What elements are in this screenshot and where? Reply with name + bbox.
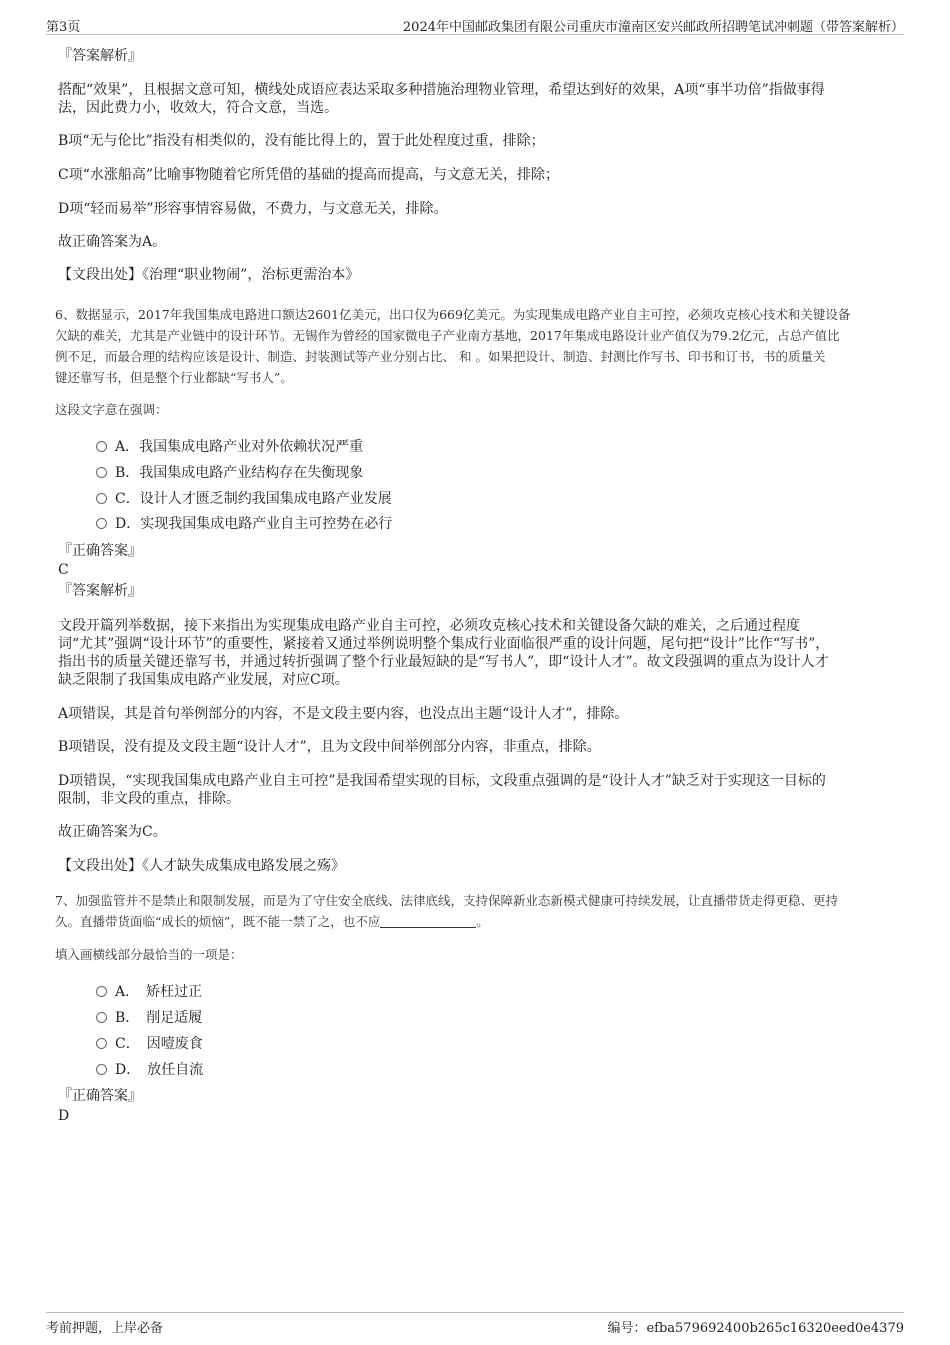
correct-answer-label: 『正确答案』 [58, 1088, 142, 1104]
page-header [46, 14, 904, 35]
analysis-paragraph: 限制，非文段的重点，排除。 [58, 791, 240, 807]
page-footer [46, 1312, 904, 1337]
question-text-part: 。 [476, 914, 489, 929]
analysis-paragraph: 文段开篇列举数据，接下来指出为实现集成电路产业自主可控，必须攻克核心技术和关键设备欠缺的难关，之后通过程度 [58, 618, 800, 634]
fill-blank [380, 915, 476, 928]
analysis-paragraph: B项错误，没有提及文段主题“设计人才”，且为文段中间举例部分内容，非重点，排除。 [58, 739, 601, 755]
radio-icon[interactable] [96, 467, 107, 478]
option-label: A． 矫枉过正 [115, 984, 203, 1000]
analysis-paragraph: D项“轻而易举”形容事情容易做，不费力，与文意无关，排除。 [58, 201, 448, 217]
question-text: 例不足，而最合理的结构应该是设计、制造、封装测试等产业分别占比、 和 。如果把设计、制造、封测比作写书、印书和订书，书的质量关 [55, 349, 826, 364]
question-text: 键还靠写书，但是整个行业都缺“写书人”。 [55, 370, 293, 385]
analysis-conclusion: 故正确答案为A。 [58, 234, 167, 250]
analysis-label: 『答案解析』 [58, 48, 142, 64]
question-prompt: 这段文字意在强调： [55, 402, 168, 417]
option-d[interactable] [96, 515, 392, 533]
option-b[interactable] [96, 464, 363, 482]
source-citation: 【文段出处】《治理“职业物闹”，治标更需治本》 [58, 267, 360, 283]
option-label: D． 放任自流 [115, 1062, 204, 1078]
radio-icon[interactable] [96, 986, 107, 997]
analysis-paragraph: 词“尤其”强调“设计环节”的重要性，紧接着又通过举例说明整个集成行业面临很严重的设计问题，尾句把“设计”比作“写书”， [58, 636, 830, 652]
option-label: B．我国集成电路产业结构存在失衡现象 [115, 465, 364, 481]
radio-icon[interactable] [96, 1064, 107, 1075]
option-c[interactable] [96, 490, 392, 508]
question-text [55, 913, 489, 931]
option-label: D．实现我国集成电路产业自主可控势在必行 [115, 516, 393, 532]
option-label: C．设计人才匮乏制约我国集成电路产业发展 [115, 491, 392, 507]
analysis-paragraph: A项错误，其是首句举例部分的内容，不是文段主要内容，也没点出主题“设计人才”，排除。 [58, 706, 629, 722]
radio-icon[interactable] [96, 518, 107, 529]
option-a[interactable] [96, 438, 363, 456]
source-citation: 【文段出处】《人才缺失成集成电路发展之殇》 [58, 858, 345, 874]
option-d[interactable] [96, 1061, 203, 1079]
correct-answer-label: 『正确答案』 [58, 543, 142, 559]
analysis-paragraph: C项“水涨船高”比喻事物随着它所凭借的基础的提高而提高，与文意无关，排除； [58, 167, 560, 183]
question-text: 7、加强监管并不是禁止和限制发展，而是为了守住安全底线、法律底线，支持保障新业态新模式健康可持续发展，让直播带货走得更稳、更持 [55, 893, 838, 908]
question-prompt: 填入画横线部分最恰当的一项是： [55, 947, 243, 962]
option-label: C． 因噎废食 [115, 1036, 203, 1052]
analysis-label: 『答案解析』 [58, 583, 142, 599]
correct-answer: C [58, 562, 69, 578]
analysis-paragraph: 法，因此费力小，收效大，符合文意，当选。 [58, 100, 338, 116]
option-a[interactable] [96, 983, 202, 1001]
analysis-conclusion: 故正确答案为C。 [58, 824, 167, 840]
option-c[interactable] [96, 1035, 203, 1053]
question-text: 欠缺的难关，尤其是产业链中的设计环节。无锡作为曾经的国家微电子产业南方基地，2017年集成电路设计业产值仅为79.2亿元，占总产值比 [55, 328, 840, 343]
radio-icon[interactable] [96, 1038, 107, 1049]
radio-icon[interactable] [96, 441, 107, 452]
analysis-paragraph: 指出书的质量关键还靠写书，并通过转折强调了整个行业最短缺的是“写书人”，即“设计人才”。故文段强调的重点为设计人才 [58, 654, 829, 670]
analysis-paragraph: 搭配“效果”，且根据文意可知，横线处成语应表达采取多种措施治理物业管理，希望达到好的效果，A项“事半功倍”指做事得 [58, 82, 825, 98]
correct-answer: D [58, 1108, 70, 1124]
document-title: 2024年中国邮政集团有限公司重庆市潼南区安兴邮政所招聘笔试冲刺题（带答案解析） [402, 20, 904, 35]
page-number: 第3页 [46, 20, 81, 35]
option-label: B． 削足适履 [115, 1010, 203, 1026]
footer-slogan: 考前押题，上岸必备 [46, 1321, 164, 1336]
analysis-paragraph: 缺乏限制了我国集成电路产业发展，对应C项。 [58, 672, 349, 688]
question-text-part: 久。直播带货面临“成长的烦恼”，既不能一禁了之，也不应 [55, 914, 381, 929]
analysis-paragraph: D项错误，“实现我国集成电路产业自主可控”是我国希望实现的目标，文段重点强调的是“设计人才”缺乏对于实现这一目标的 [58, 773, 826, 789]
option-label: A．我国集成电路产业对外依赖状况严重 [115, 439, 364, 455]
question-text: 6、数据显示，2017年我国集成电路进口额达2601亿美元，出口仅为669亿美元。为实现集成电路产业自主可控，必须攻克核心技术和关键设备 [55, 307, 851, 322]
radio-icon[interactable] [96, 493, 107, 504]
analysis-paragraph: B项“无与伦比”指没有相类似的，没有能比得上的，置于此处程度过重，排除； [58, 133, 545, 149]
document-serial: 编号：efba579692400b265c16320eed0e4379 [607, 1321, 904, 1336]
radio-icon[interactable] [96, 1012, 107, 1023]
option-b[interactable] [96, 1009, 202, 1027]
